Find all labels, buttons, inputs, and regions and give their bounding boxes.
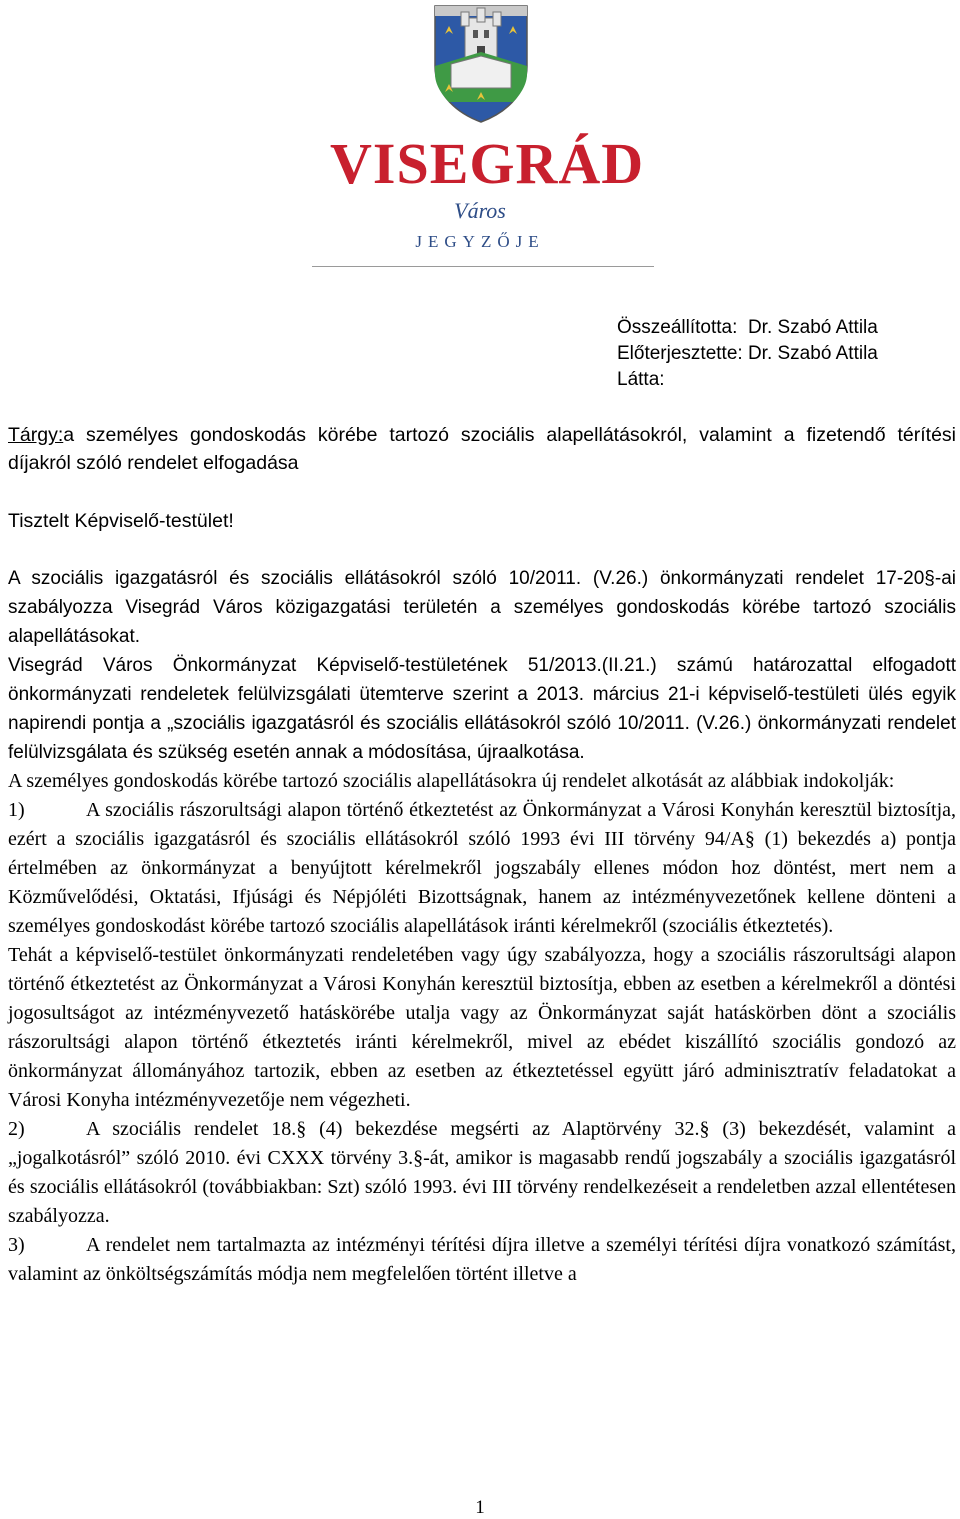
document-body [8, 564, 956, 1289]
subject-line [8, 421, 956, 477]
paragraph-3: A személyes gondoskodás körébe tartozó szociális alapellátásokra új rendelet alkotását az alábbiak indokolják: [8, 770, 895, 792]
list-item-number: 2) [8, 1118, 25, 1140]
header-divider [312, 266, 654, 267]
list-item [8, 796, 956, 941]
list-item-number: 3) [8, 1234, 25, 1256]
paragraph-item-1-follow: Tehát a képviselő-testület önkormányzati rendeletében vagy úgy szabályozza, hogy a szociális rászorultsági alapon történő étkeztetést az Önkormányzat a Városi Konyhán keresztül biztosítja, ebben az esetben a kérelmekről a döntési jogosultságot az intézményvezető hatáskörébe utalja vagy az Önkormányzat saját hatáskörben dönt a szociális rászorultsági alapon történő étkeztetés iránti kérelmekről, mivel az ebédet kiszállító szociális gondozó az önkormányzat állományához tartozik, ebben az esetben az étkeztetéssel együtt járó adminisztratív feladatokat a Városi Konyha intézményvezetője nem végezheti. [8, 944, 956, 1111]
compiled-by: Összeállította: Dr. Szabó Attila [617, 317, 878, 338]
list-item-text: A rendelet nem tartalmazta az intézményi térítési díjra illetve a személyi térítési díjra vonatkozó számítást, valamint az önköltségszámítás módja nem megfelelően történt illetve a [8, 1234, 956, 1285]
list-item-text: A szociális rendelet 18.§ (4) bekezdése megsérti az Alaptörvény 32.§ (3) bekezdését, valamint a „jogalkotásról” szóló 2010. évi CXXX törvény 3.§-át, amikor is magasabb rendű jogszabály a szociális igazgatásról és szociális ellátásokról (továbbiakban: Szt) szóló 1993. évi III törvény rendelkezéseit a rendeletben azzal ellentétesen szabályozza. [8, 1118, 956, 1227]
list-item-text: A szociális rászorultsági alapon történő étkeztetést az Önkormányzat a Városi Konyhán keresztül biztosítja, ezért a szociális igazgatásról és szociális ellátásokról szóló 1993 évi III törvény 94/A§ (1) bekezdés a) pontja értelmében az önkormányzat a benyújtott kérelmekről jogszabály ellenes módon hoz döntést, mert nem a Közművelődési, Oktatási, Ifjúsági és Népjóléti Bizottságnak, hanem az intézményvezetőnek kellene dönteni a személyes gondoskodást körébe tartozó szociális alapellátások iránti kérelmekről (szociális étkeztetés). [8, 799, 956, 937]
paragraph-1: A szociális igazgatásról és szociális ellátásokról szóló 10/2011. (V.26.) önkormányzati rendelet 17-20§-ai szabályozza Visegrád Város közigazgatási területén a személyes gondoskodás körébe tartozó szociális alapellátásokat. [8, 568, 956, 647]
subject-label: Tárgy: [8, 424, 64, 446]
paragraph-2: Visegrád Város Önkormányzat Képviselő-testületének 51/2013.(II.21.) számú határozattal elfogadott önkormányzati rendeletek felülvizsgálati ütemterve szerint a 2013. március 21-i képviselő-testületi ülés egyik napirendi pontja a „szociális igazgatásról és szociális ellátásokról szóló 10/2011. (V.26.) önkormányzati rendelet felülvizsgálata és szükség esetén annak a módosítása, újraalkotása. [8, 655, 956, 763]
document-meta [617, 315, 878, 393]
city-coat-of-arms-icon [431, 4, 531, 124]
brand-wordmark: VISEGRÁD [330, 131, 645, 196]
page-number: 1 [475, 1497, 485, 1518]
list-item-number: 1) [8, 799, 25, 821]
list-item [8, 1115, 956, 1231]
subject-text: a személyes gondoskodás körébe tartozó szociális alapellátásokról, valamint a fizetendő térítési díjakról szóló rendelet elfogadása [8, 424, 956, 474]
seen-by: Látta: [617, 369, 665, 390]
office-title: JEGYZŐJE [415, 232, 545, 251]
list-item [8, 1231, 956, 1289]
brand-subtitle: Város [454, 198, 506, 223]
salutation: Tisztelt Képviselő-testület! [8, 510, 234, 532]
presented-by: Előterjesztette: Dr. Szabó Attila [617, 343, 878, 364]
